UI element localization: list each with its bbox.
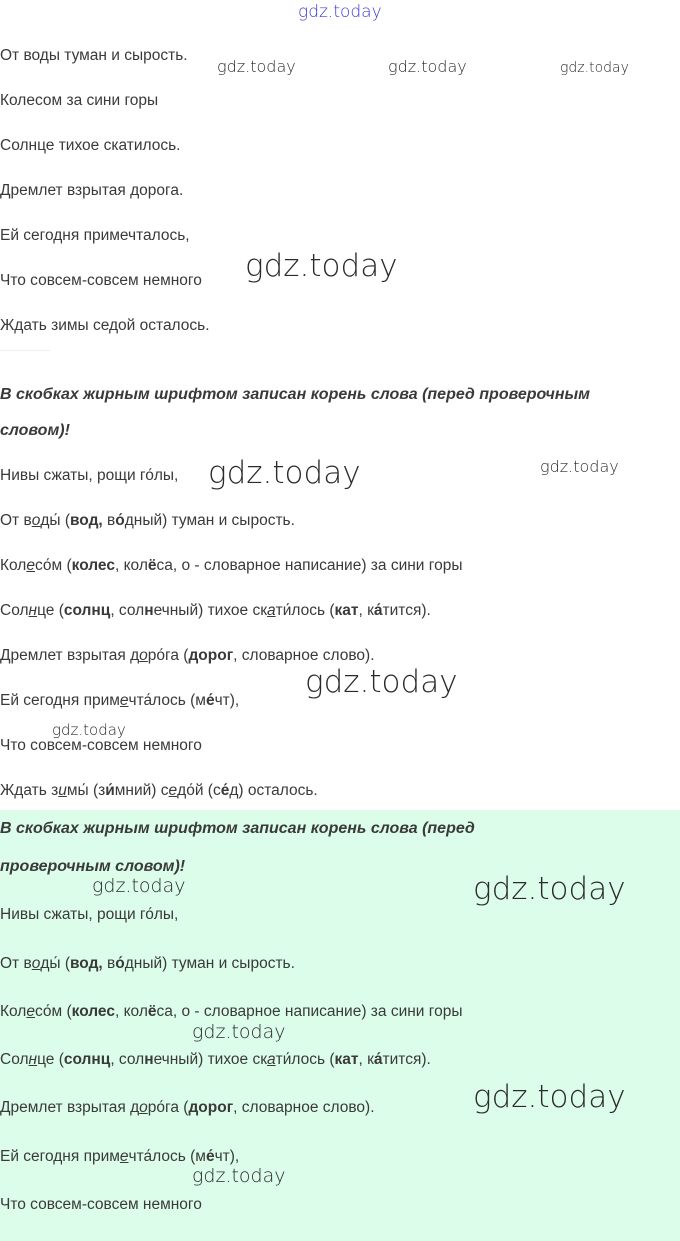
watermark: gdz.today (92, 875, 186, 897)
watermark: gdz.today (245, 248, 398, 284)
poem-line-2: Колесом за сини горы (0, 92, 159, 109)
analysis2-line-6: Ей сегодня примечта́лось (ме́чт), (0, 1148, 240, 1165)
watermark: gdz.today (388, 57, 467, 76)
analysis2-line-4: Солнце (солнц, солнечный) тихое скати́лось (кат, ка́тится). (0, 1051, 431, 1068)
watermark: gdz.today (305, 664, 458, 700)
note-line-2: словом)! (0, 422, 70, 439)
poem-line-5: Ей сегодня примечталось, (0, 227, 190, 244)
watermark: gdz.today (208, 455, 361, 491)
poem-line-7: Ждать зимы седой осталось. (0, 317, 210, 334)
analysis2-line-7: Что совсем-совсем немного (0, 1196, 202, 1213)
poem-line-4: Дремлет взрытая дорога. (0, 182, 184, 199)
analysis-line-4: Солнце (солнц, солнечный) тихое скати́лось (кат, ка́тится). (0, 602, 431, 619)
analysis2-line-2: От воды́ (вод, во́дный) туман и сырость. (0, 955, 295, 972)
watermark-top: gdz.today (298, 2, 382, 22)
analysis-line-2: От воды́ (вод, во́дный) туман и сырость. (0, 512, 295, 529)
analysis-line-8: Ждать зимы́ (зи́мний) седо́й (се́д) осталось. (0, 782, 318, 799)
poem-line-3: Солнце тихое скатилось. (0, 137, 181, 154)
watermark: gdz.today (560, 60, 629, 76)
watermark: gdz.today (52, 721, 126, 739)
analysis2-line-3: Колесо́м (колес, колёса, о - словарное написание) за сини горы (0, 1003, 463, 1020)
poem-line-6: Что совсем-совсем немного (0, 272, 202, 289)
analysis-line-3: Колесо́м (колес, колёса, о - словарное написание) за сини горы (0, 557, 463, 574)
watermark: gdz.today (473, 1079, 626, 1115)
watermark: gdz.today (192, 1165, 286, 1187)
watermark: gdz.today (473, 871, 626, 907)
watermark: gdz.today (217, 57, 296, 76)
analysis2-line-1: Нивы сжаты, рощи го́лы, (0, 906, 179, 923)
divider (0, 350, 50, 351)
analysis-line-5: Дремлет взрытая доро́га (дорог, словарное слово). (0, 647, 375, 664)
analysis-line-1: Нивы сжаты, рощи го́лы, (0, 467, 179, 484)
note2-line-2: проверочным словом)! (0, 858, 186, 875)
note-line-1: В скобках жирным шрифтом записан корень слова (перед проверочным (0, 386, 590, 403)
analysis-line-7: Что совсем-совсем немного (0, 737, 202, 754)
analysis2-line-5: Дремлет взрытая доро́га (дорог, словарное слово). (0, 1099, 375, 1116)
poem-line-1: От воды туман и сырость. (0, 47, 188, 64)
analysis-line-6: Ей сегодня примечта́лось (ме́чт), (0, 692, 240, 709)
watermark: gdz.today (192, 1021, 286, 1043)
note2-line-1: В скобках жирным шрифтом записан корень слова (перед (0, 820, 475, 837)
watermark: gdz.today (540, 457, 619, 476)
